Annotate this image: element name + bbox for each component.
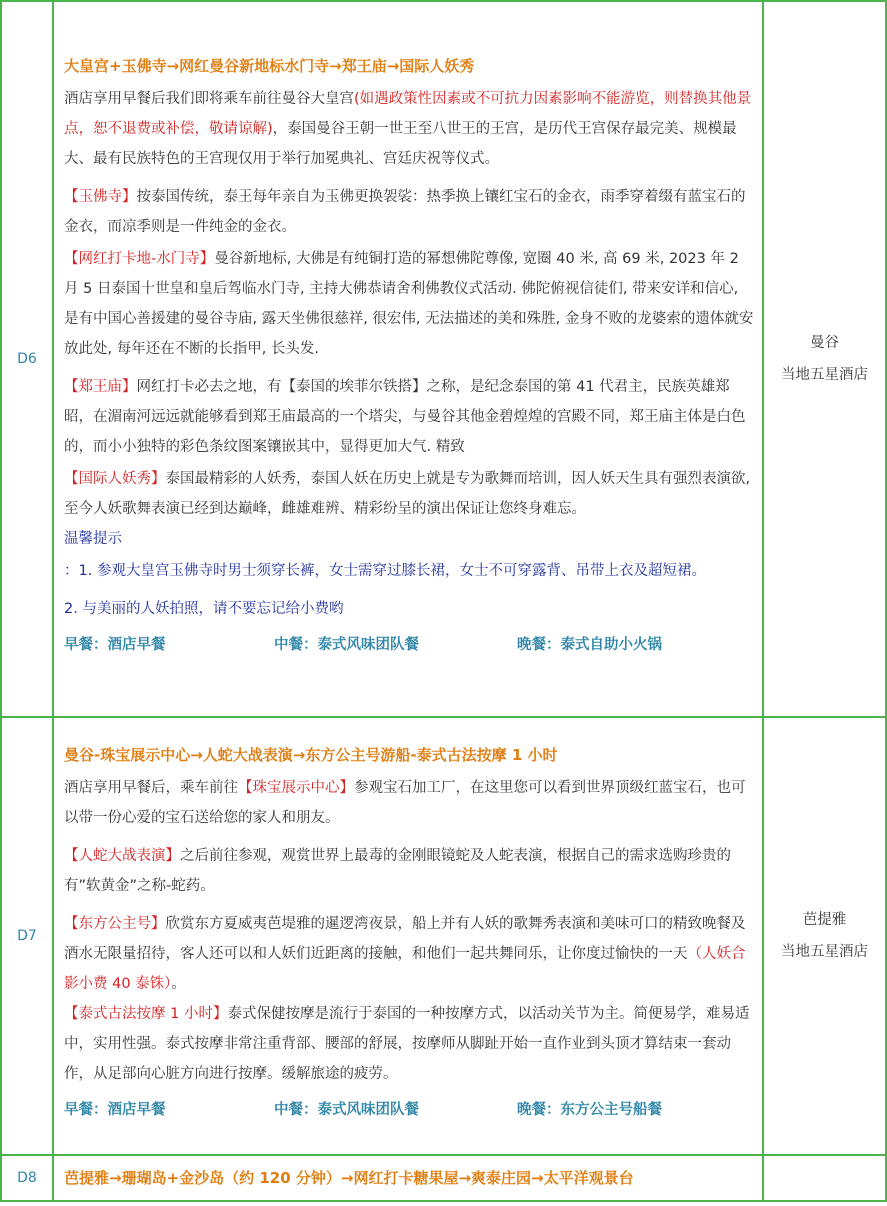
hotel-cell	[764, 718, 887, 1156]
meal-breakfast: 早餐：酒店早餐	[64, 1102, 166, 1118]
paragraph: 【国际人妖秀】泰国最精彩的人妖秀，泰国人妖在历史上就是专为歌舞而培训，因人妖天生具有强烈表演欲, 至今人妖歌舞表演已经到达巅峰，雌雄难辨、精彩纷呈的演出保证让您终身难忘。	[64, 471, 751, 517]
day-content	[54, 1156, 764, 1202]
day-title: 大皇宫+玉佛寺→网红曼谷新地标水门寺→郑王庙→国际人妖秀	[64, 57, 475, 75]
hotel-cell	[764, 0, 887, 718]
day-label: D7	[0, 718, 54, 1156]
paragraph: 酒店享用早餐后我们即将乘车前往曼谷大皇宫(如遇政策性因素或不可抗力因素影响不能游览，则替换其他景点，恕不退费或补偿，敬请谅解)，泰国曼谷王朝一世王至八世王的王宫，是历代王宫保存最完美、规模最大、最有民族特色的王宫现仅用于举行加冕典礼、宫廷庆祝等仪式。	[64, 91, 752, 167]
meal-breakfast: 早餐：酒店早餐	[64, 637, 166, 653]
day-title: 曼谷-珠宝展示中心→人蛇大战表演→东方公主号游船-泰式古法按摩 1 小时	[64, 746, 558, 764]
paragraph: 【网红打卡地-水门寺】曼谷新地标, 大佛是有纯铜打造的幂想佛陀尊像, 宽圈 40 米, 高 69 米, 2023 年 2 月 5 日泰国十世皇和皇后驾临水门寺, 主持大佛恭请舍利佛教仪式活动. 佛陀俯视信徒们, 带来安详和信心, 是有中国心善援建的曼谷寺庙, 露天坐佛很慈祥, 很宏伟, 无法描述的美和殊胜, 金身不败的龙婆索的遗体就安放此处, 每年还在不断的长指甲, 长头发.	[64, 251, 754, 357]
paragraph: 酒店享用早餐后，乘车前往【珠宝展示中心】参观宝石加工厂，在这里您可以看到世界顶级红蓝宝石，也可以带一份心爱的宝石送给您的家人和朋友。	[64, 780, 746, 826]
day-content	[54, 0, 764, 718]
meal-dinner: 晚餐：东方公主号船餐	[517, 1102, 662, 1118]
paragraph: 【人蛇大战表演】之后前往参观，观赏世界上最毒的金刚眼镜蛇及人蛇表演，根据自己的需求选购珍贵的有”软黄金”之称-蛇药。	[64, 848, 731, 894]
hotel-type: 当地五星酒店	[781, 944, 868, 960]
day-row-d7	[0, 718, 887, 1156]
day-content	[54, 718, 764, 1156]
tips-title: 温馨提示	[64, 531, 122, 547]
tip-item: ：1. 参观大皇宫玉佛寺时男士须穿长裤，女士需穿过膝长裙，女士不可穿露背、吊带上衣及超短裙。	[64, 563, 706, 579]
day-label: D8	[0, 1156, 54, 1202]
meal-lunch: 中餐：泰式风味团队餐	[274, 1102, 419, 1118]
day-row-d8	[0, 1156, 887, 1202]
paragraph: 【泰式古法按摩 1 小时】泰式保健按摩是流行于泰国的一种按摩方式，以活动关节为主。简便易学，难易适中，实用性强。泰式按摩非常注重背部、腰部的舒展，按摩师从脚趾开始一直作业到头顶才算结束一套动作，从足部向心脏方向进行按摩。缓解旅途的疲劳。	[64, 1006, 750, 1082]
meal-dinner: 晚餐：泰式自助小火锅	[517, 637, 662, 653]
hotel-city: 芭提雅	[802, 912, 847, 928]
hotel-type: 当地五星酒店	[781, 367, 868, 383]
meal-line	[64, 1095, 754, 1125]
tip-item: 2. 与美丽的人妖拍照，请不要忘记给小费哟	[64, 601, 344, 617]
meal-lunch: 中餐：泰式风味团队餐	[274, 637, 419, 653]
paragraph: 【玉佛寺】按泰国传统，泰王每年亲自为玉佛更换袈裟：热季换上镶红宝石的金衣，雨季穿着缀有蓝宝石的金衣，而凉季则是一件纯金的金衣。	[64, 189, 746, 235]
paragraph: 【郑王庙】网红打卡必去之地，有【泰国的埃菲尔铁搭】之称，是纪念泰国的第 41 代君主，民族英雄郑昭，在湄南河远远就能够看到郑王庙最高的一个塔尖，与曼谷其他金碧煌煌的宫殿不同，郑王庙主体是白色的，而小小独特的彩色条纹图案镶嵌其中，显得更加大气. 精致	[64, 379, 746, 455]
meal-line	[64, 630, 754, 660]
paragraph: 【东方公主号】欣赏东方夏威夷芭堤雅的暹逻湾夜景，船上并有人妖的歌舞秀表演和美味可口的精致晚餐及酒水无限量招待，客人还可以和人妖们近距离的接触，和他们一起共舞同乐，让你度过愉快的一天（人妖合影小费 40 泰铢）。	[64, 916, 746, 992]
hotel-city: 曼谷	[810, 335, 839, 351]
day-title: 芭提雅→珊瑚岛+金沙岛（约 120 分钟）→网红打卡糖果屋→爽泰庄园→太平洋观景台	[64, 1169, 634, 1187]
hotel-cell	[764, 1156, 887, 1202]
day-label: D6	[0, 0, 54, 718]
